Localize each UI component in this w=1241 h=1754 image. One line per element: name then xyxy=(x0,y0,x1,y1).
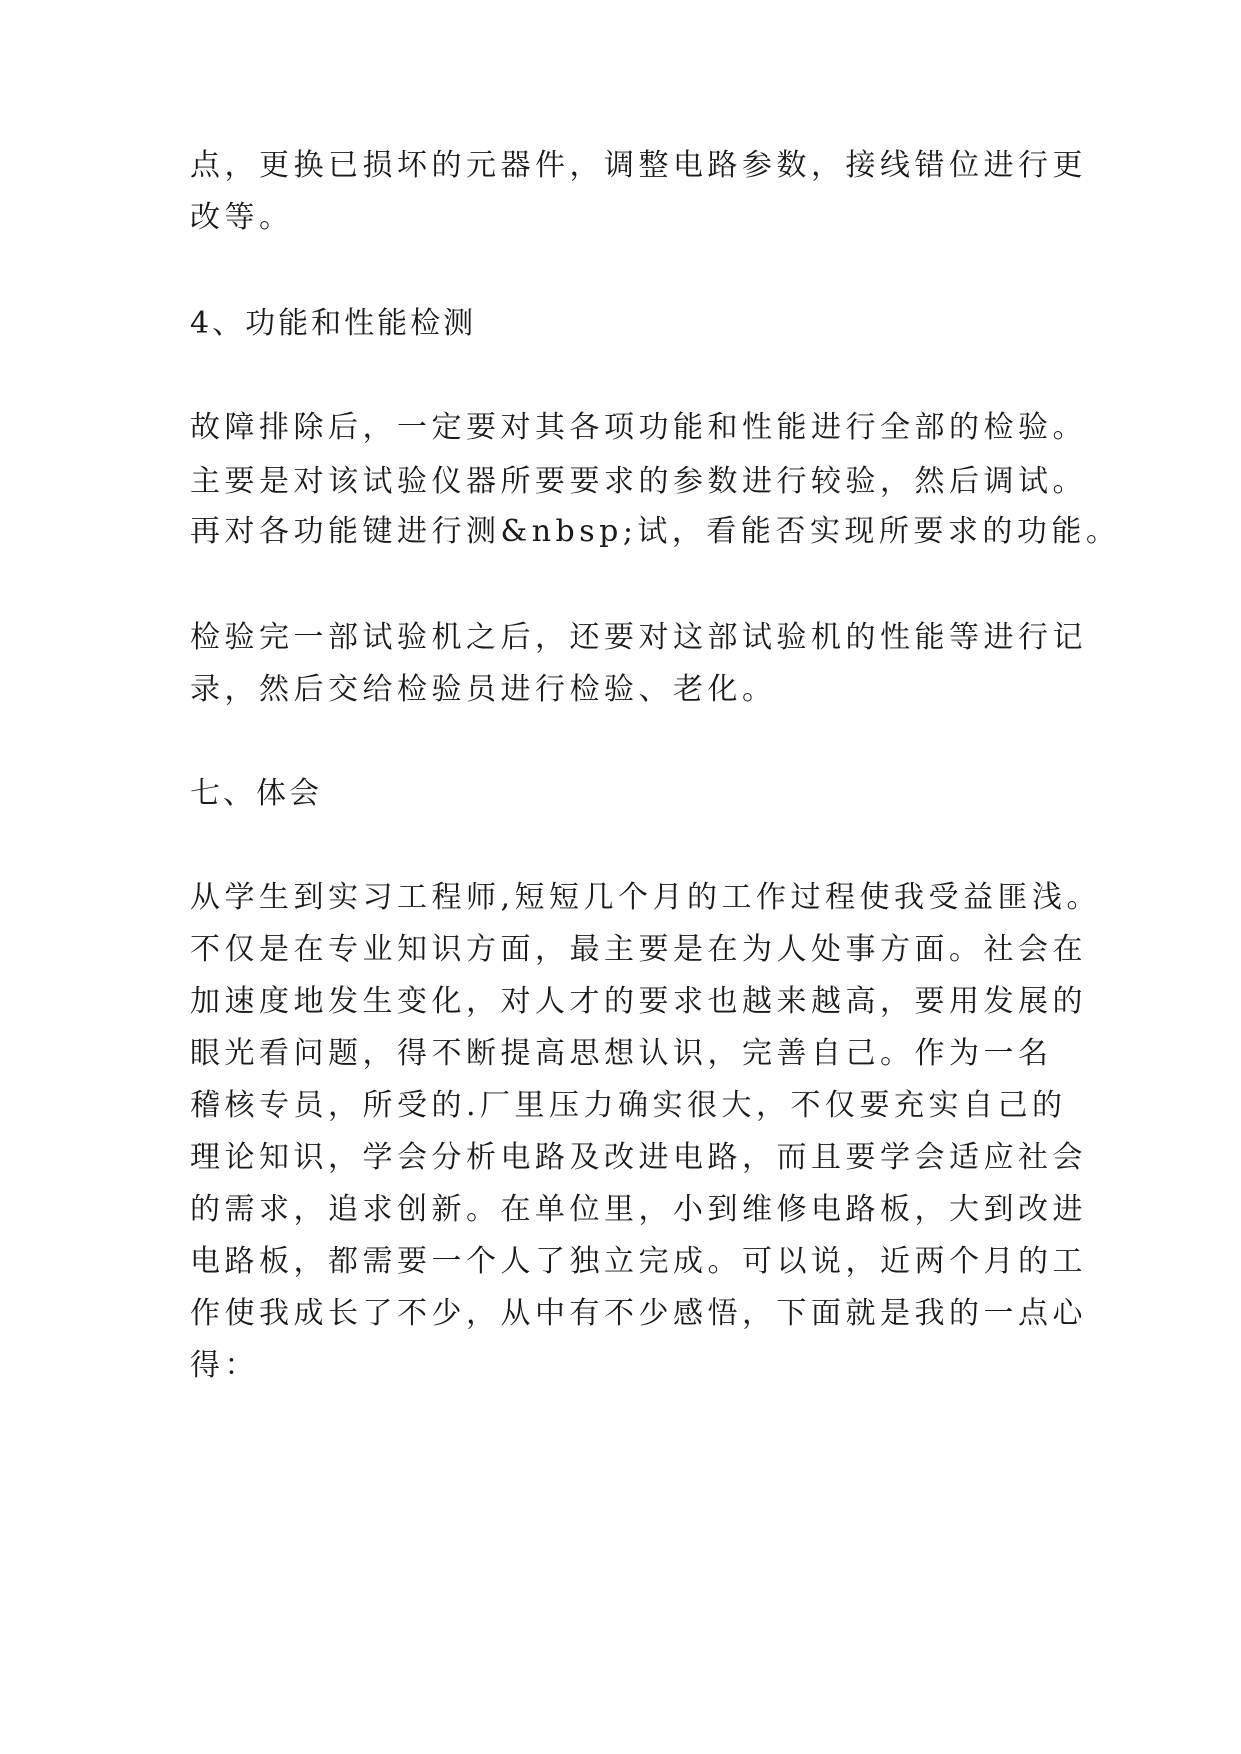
paragraph-line: 再对各功能键进行测&nbsp;试，看能否实现所要求的功能。 xyxy=(190,514,1121,549)
paragraph-line: 故障排除后，一定要对其各项功能和性能进行全部的检验。 xyxy=(190,410,1087,445)
paragraph-line: 理论知识，学会分析电路及改进电路，而且要学会适应社会 xyxy=(190,1140,1087,1175)
paragraph-line: 作使我成长了不少，从中有不少感悟，下面就是我的一点心 xyxy=(190,1296,1087,1331)
paragraph-line: 电路板，都需要一个人了独立完成。可以说，近两个月的工 xyxy=(190,1244,1087,1279)
paragraph-line: 检验完一部试验机之后，还要对这部试验机的性能等进行记 xyxy=(190,620,1087,655)
paragraph-line: 主要是对该试验仪器所要要求的参数进行较验，然后调试。 xyxy=(190,464,1087,499)
section-heading: 七、体会 xyxy=(190,776,322,811)
paragraph-line: 录，然后交给检验员进行检验、老化。 xyxy=(190,672,777,707)
paragraph-line: 不仅是在专业知识方面，最主要是在为人处事方面。社会在 xyxy=(190,932,1087,967)
section-heading: 4、功能和性能检测 xyxy=(190,306,477,341)
paragraph-line: 眼光看问题，得不断提高思想认识，完善自己。作为一名 xyxy=(190,1036,1053,1071)
paragraph-line: 得： xyxy=(190,1348,259,1383)
paragraph-line: 点，更换已损坏的元器件，调整电路参数，接线错位进行更 xyxy=(190,148,1087,183)
paragraph-line: 从学生到实习工程师,短短几个月的工作过程使我受益匪浅。 xyxy=(190,880,1102,915)
paragraph-line: 稽核专员，所受的.厂里压力确实很大，不仅要充实自己的 xyxy=(190,1088,1067,1123)
paragraph-line: 的需求，追求创新。在单位里，小到维修电路板，大到改进 xyxy=(190,1192,1087,1227)
paragraph-line: 加速度地发生变化，对人才的要求也越来越高，要用发展的 xyxy=(190,984,1087,1019)
paragraph-line: 改等。 xyxy=(190,200,294,235)
